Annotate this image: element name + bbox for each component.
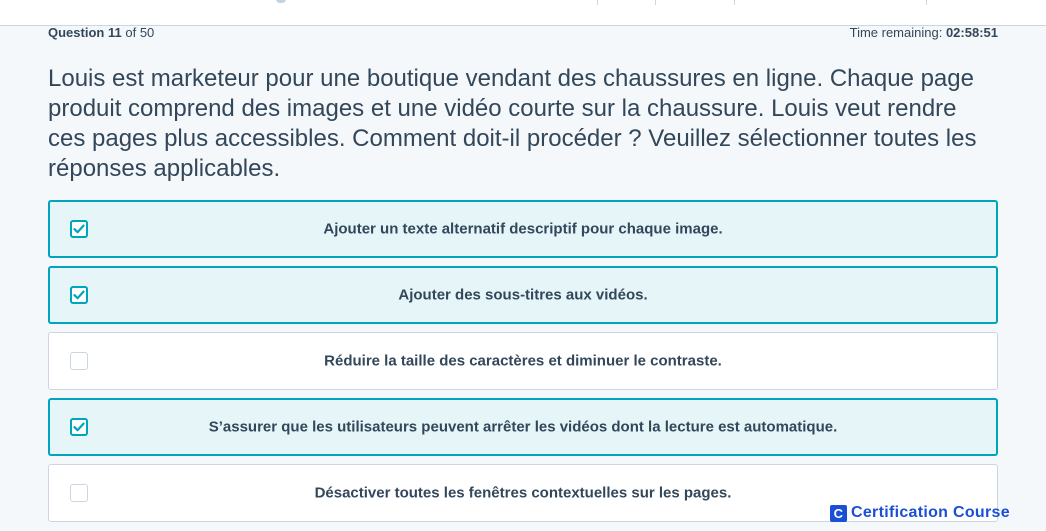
answer-option-label: Désactiver toutes les fenêtres contextuelles sur les pages. (314, 484, 732, 502)
question-counter (48, 24, 154, 42)
answer-option[interactable] (48, 266, 998, 324)
question-of: of (125, 25, 137, 40)
checkbox-checked-icon[interactable] (70, 286, 88, 304)
answer-option-label: Ajouter des sous-titres aux vidéos. (398, 286, 648, 304)
checkbox-checked-icon[interactable] (70, 418, 88, 436)
nav-item-fragment (276, 0, 286, 3)
answer-option[interactable] (48, 200, 998, 258)
answer-option-label: Ajouter un texte alternatif descriptif pour chaque image. (323, 220, 723, 238)
timer-label: Time remaining: (849, 25, 943, 40)
question-total: 50 (139, 25, 155, 40)
checkbox-unchecked-icon[interactable] (70, 352, 88, 370)
watermark-logo (830, 503, 1010, 523)
quiz-meta-row (48, 24, 998, 42)
timer (850, 24, 998, 42)
question-text: Louis est marketeur pour une boutique vendant des chaussures en ligne. Chaque page produit comprend des images et une vidéo courte sur la chaussure. Louis veut rendre ces pages plus accessibles. Comment doit-il procéder ? Veuillez sélectionner toutes les réponses applicables. (48, 65, 977, 182)
watermark-text: Certification Course (851, 504, 1010, 521)
nav-separator (597, 0, 598, 5)
timer-value: 02:58:51 (945, 25, 998, 40)
answer-options (48, 200, 998, 530)
question-prefix: Question (48, 25, 105, 40)
question-number: 11 (107, 25, 122, 40)
nav-separator (734, 0, 735, 5)
answer-option-label: Réduire la taille des caractères et diminuer le contraste. (324, 352, 722, 370)
nav-separator (655, 0, 656, 5)
checkbox-checked-icon[interactable] (70, 220, 88, 238)
answer-option[interactable] (48, 398, 998, 456)
checkbox-unchecked-icon[interactable] (70, 484, 88, 502)
nav-separator (926, 0, 927, 5)
answer-option[interactable] (48, 332, 998, 390)
answer-option-label: S’assurer que les utilisateurs peuvent arrêter les vidéos dont la lecture est automatique. (208, 418, 838, 436)
watermark-logo-icon: C (830, 505, 847, 522)
top-navigation-bar (0, 0, 1046, 26)
